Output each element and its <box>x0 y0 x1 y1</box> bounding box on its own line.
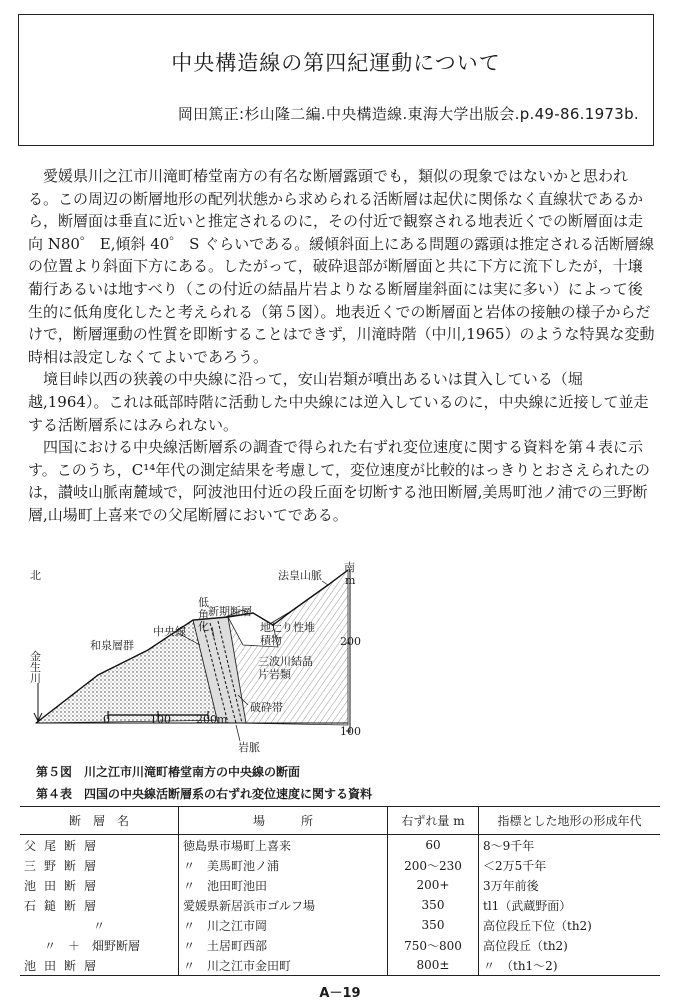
displacement: 60 <box>388 835 479 856</box>
page-number: A－19 <box>319 986 361 1001</box>
label-unit: m <box>345 574 356 587</box>
label-fracture: 破砕帯 <box>250 701 283 714</box>
citation: 岡田篤正:杉山隆二編.中央構造線.東海大学出版会.p.49-86.1973b. <box>177 105 639 123</box>
displacement: 350 <box>388 895 479 915</box>
location: 愛媛県新居浜市ゴルフ場 <box>179 895 388 915</box>
displacement: 800± <box>388 955 479 976</box>
page-title: 中央構造線の第四紀運動について <box>171 51 501 75</box>
label-new-fault: 新期断層 <box>208 605 252 618</box>
col-header-location: 場 所 <box>179 807 388 835</box>
landform-age: 高位段丘下位（th2) <box>479 915 661 935</box>
displacement: 350 <box>388 915 479 935</box>
label-mountain: 法皇山脈 <box>278 569 322 582</box>
table-header-row <box>20 807 660 835</box>
figure-caption: 第５図 川之江市川滝町椿堂南方の中央線の断面 <box>36 765 301 779</box>
location: 〃 美馬町池ノ浦 <box>179 855 388 875</box>
label-mtl: 中央線 <box>153 625 186 638</box>
label-elev-100: 100 <box>340 725 361 738</box>
fault-name: 三野断層 <box>24 858 105 873</box>
table-row <box>20 835 660 856</box>
label-scale-200: 200m <box>196 713 228 726</box>
label-north: 北 <box>30 569 41 582</box>
body-text <box>28 165 656 527</box>
location: 〃 池田町池田 <box>179 875 388 895</box>
landform-age: 3万年前後 <box>479 875 661 895</box>
paragraph-1: 愛媛県川之江市川滝町椿堂南方の有名な断層露頭でも，類似の現象ではないかと思われる。この周辺の断層地形の配列状態から求められる活断層は起伏に関係なく直線状であるから，断層面は垂直に近いと推定されるのに，その付近で観察される地表近くでの断層面は走向 N80゜ E,傾斜 40゜ S ぐらいである。緩傾斜面上にある問題の露頭は推定される活断層線の位置より斜面下方にある。したがって，破砕退部が断層面と共に下方に流下したが，十壌葡行あるいは地すべり（この付近の結晶片岩よりなる断層崖斜面には実に多い）によって後生的に低角度化したと考えられる（第５図）。地表近くでの断層面と岩体の接触の様子からだけで，断層運動の性質を即断することはできず，川滝時階（中川,1965）のような特異な変動時相は設定しなくてよいであろう。 <box>28 167 655 366</box>
table-row <box>20 875 660 895</box>
label-landslide: 地辷り性堆積物 <box>260 621 315 647</box>
landform-age: 〃 （th1～2) <box>479 955 661 976</box>
location: 〃 土居町西部 <box>179 935 388 955</box>
label-river: 金生川 <box>30 650 41 685</box>
label-elev-200: 200 <box>340 635 361 648</box>
fault-name: 池田断層 <box>20 955 179 976</box>
label-scale-0: 0 <box>103 713 110 726</box>
landform-age: tl1（武蔵野面） <box>479 895 661 915</box>
fault-name: 池田断層 <box>24 878 105 893</box>
table-row <box>20 915 660 935</box>
location: 〃 川之江市岡 <box>179 915 388 935</box>
table-row <box>20 855 660 875</box>
displacement: 200+ <box>388 875 479 895</box>
displacement: 750～800 <box>388 935 479 955</box>
displacement-rate-table <box>20 806 660 976</box>
table-row <box>20 955 660 976</box>
label-vein: 岩脈 <box>238 741 260 754</box>
landform-age: 高位段丘（th2) <box>479 935 661 955</box>
location: 〃 川之江市金田町 <box>179 955 388 976</box>
label-scale-100: 100 <box>150 713 171 726</box>
table-row <box>20 895 660 915</box>
paragraph-3: 四国における中央線活断層系の調査で得られた右ずれ変位速度に関する資料を第４表に示す。このうち，C¹⁴年代の測定結果を考慮して，変位速度が比較的はっきりとおさえられたのは，讃岐山脈南麓域で，阿波池田付近の段丘面を切断する池田断層,美馬町池ノ浦での三野断層,山場町上喜来での父尾断層においてである。 <box>28 438 651 524</box>
header-box <box>18 14 654 146</box>
fault-name: 〃 <box>92 918 105 933</box>
paragraph-2: 境目峠以西の狭義の中央線に沿って，安山岩類が噴出あるいは貫入している（堀越,1964）。これは砥部時階に活動した中央線には逆入しているのに，中央線に近接して並走する活断層系にはみられない。 <box>28 370 649 434</box>
displacement: 200～230 <box>388 855 479 875</box>
fault-name: 父尾断層 <box>24 838 105 853</box>
col-header-displacement: 右ずれ量 m <box>388 807 479 835</box>
cross-section-figure <box>28 555 361 755</box>
col-header-fault: 断 層 名 <box>20 807 179 835</box>
landform-age: 8～9千年 <box>479 835 661 856</box>
label-south: 南 <box>344 561 355 574</box>
table-caption: 第４表 四国の中央線活断層系の右ずれ変位速度に関する資料 <box>36 787 373 801</box>
location: 徳島県市場町上喜来 <box>179 835 388 856</box>
fault-name: 石鎚断層 <box>24 898 105 913</box>
label-low-angle: 低角化 <box>198 596 209 633</box>
fault-name: 〃 ＋ 畑野断層 <box>44 938 141 953</box>
label-izumi: 和泉層群 <box>90 639 134 652</box>
label-sanbagawa: 三波川結晶片岩類 <box>258 655 313 681</box>
landform-age: ＜2万5千年 <box>479 855 661 875</box>
table-row <box>20 935 660 955</box>
col-header-age: 指標とした地形の形成年代 <box>479 807 661 835</box>
